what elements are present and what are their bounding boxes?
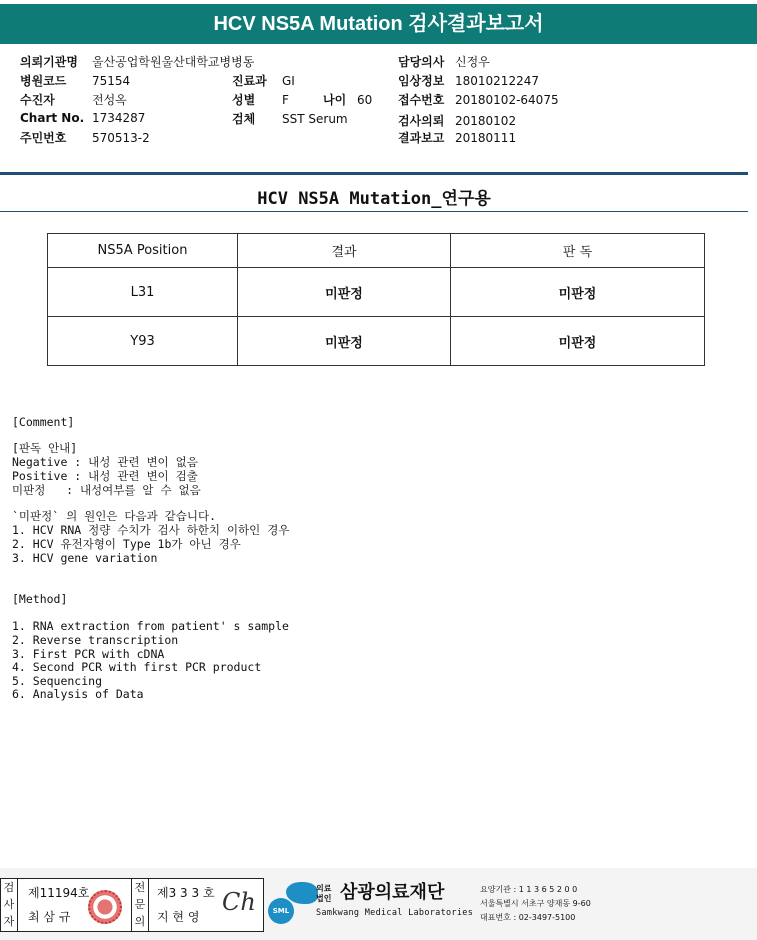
tester-no: 제11194호 (28, 886, 90, 900)
method-step: 5. Sequencing (12, 674, 103, 688)
info-request: 검사의뢰 20180102 (398, 114, 517, 128)
signature-icon: Ch (222, 888, 256, 916)
info-age: 나이 60 (323, 93, 373, 107)
sml-logo: SML (268, 898, 294, 924)
specialist-label: 전문의 (131, 879, 149, 931)
table-row (48, 317, 705, 366)
tester-label: 검사자 (1, 879, 18, 931)
cause-heading: `미판정` 의 원인은 다음과 같습니다. (12, 509, 216, 523)
report-title: HCV NS5A Mutation 검사결과보고서 (0, 4, 757, 44)
cell-result: 미판정 (238, 317, 451, 366)
info-patient: 수진자 전성옥 (20, 93, 127, 107)
divider-section (0, 211, 748, 212)
address: 서울특별시 서초구 양재동 9-60 (480, 899, 591, 908)
result-table (47, 233, 705, 366)
guide-line: 미판정 : 내성여부를 알 수 없음 (12, 483, 201, 497)
cell-interpretation: 미판정 (451, 268, 705, 317)
cause-line: 1. HCV RNA 정량 수치가 검사 하한치 이하인 경우 (12, 523, 290, 537)
specialist-name: 지 현 영 (157, 910, 200, 924)
tester-name: 최 삼 규 (28, 910, 71, 924)
specialist-no: 제3 3 3 호 (157, 886, 215, 900)
org-name-en: Samkwang Medical Laboratories (316, 908, 474, 918)
comment-heading: [Comment] (12, 415, 75, 429)
section-title: HCV NS5A Mutation_연구용 (257, 189, 491, 209)
cell-result: 미판정 (238, 268, 451, 317)
method-step: 2. Reverse transcription (12, 633, 179, 647)
info-hosp-code: 병원코드 75154 (20, 74, 131, 88)
info-report: 결과보고 20180111 (398, 131, 517, 145)
info-clinical: 임상정보 18010212247 (398, 74, 539, 88)
care-no: 요양기관 : 1 1 3 6 5 2 0 0 (480, 885, 578, 894)
divider-top (0, 172, 748, 175)
guide-heading: [판독 안내] (12, 441, 78, 455)
org-name: 삼광의료재단 (340, 882, 445, 903)
info-org: 의뢰기관명 울산공업학원울산대학교병병동 (20, 55, 255, 69)
seal-stamp (88, 890, 122, 924)
method-step: 6. Analysis of Data (12, 687, 144, 701)
cell-position: Y93 (48, 317, 238, 366)
phone: 대표번호 : 02-3497-5100 (480, 913, 576, 922)
cause-line: 3. HCV gene variation (12, 551, 158, 565)
org-type: 의료법인 (316, 884, 332, 903)
info-rrn: 주민번호 570513-2 (20, 131, 150, 145)
col-header-position: NS5A Position (48, 234, 238, 268)
table-row (48, 268, 705, 317)
info-sex: 성별 F (232, 93, 289, 107)
table-header-row (48, 234, 705, 268)
logo-blob-icon (286, 882, 318, 904)
col-header-interpretation: 판 독 (451, 234, 705, 268)
guide-line: Negative : 내성 관련 변이 없음 (12, 455, 198, 469)
cause-line: 2. HCV 유전자형이 Type 1b가 아닌 경우 (12, 537, 241, 551)
cell-position: L31 (48, 268, 238, 317)
method-step: 3. First PCR with cDNA (12, 647, 165, 661)
info-chart: Chart No. 1734287 (20, 111, 146, 125)
col-header-result: 결과 (238, 234, 451, 268)
info-receipt: 접수번호 20180102-64075 (398, 93, 559, 107)
guide-line: Positive : 내성 관련 변이 검출 (12, 469, 198, 483)
info-doctor: 담당의사 신정우 (398, 55, 490, 69)
method-step: 4. Second PCR with first PCR product (12, 660, 262, 674)
info-dept: 진료과 GI (232, 74, 295, 88)
cell-interpretation: 미판정 (451, 317, 705, 366)
info-specimen: 검체 SST Serum (232, 112, 348, 126)
method-heading: [Method] (12, 592, 68, 606)
method-step: 1. RNA extraction from patient' s sample (12, 619, 289, 633)
